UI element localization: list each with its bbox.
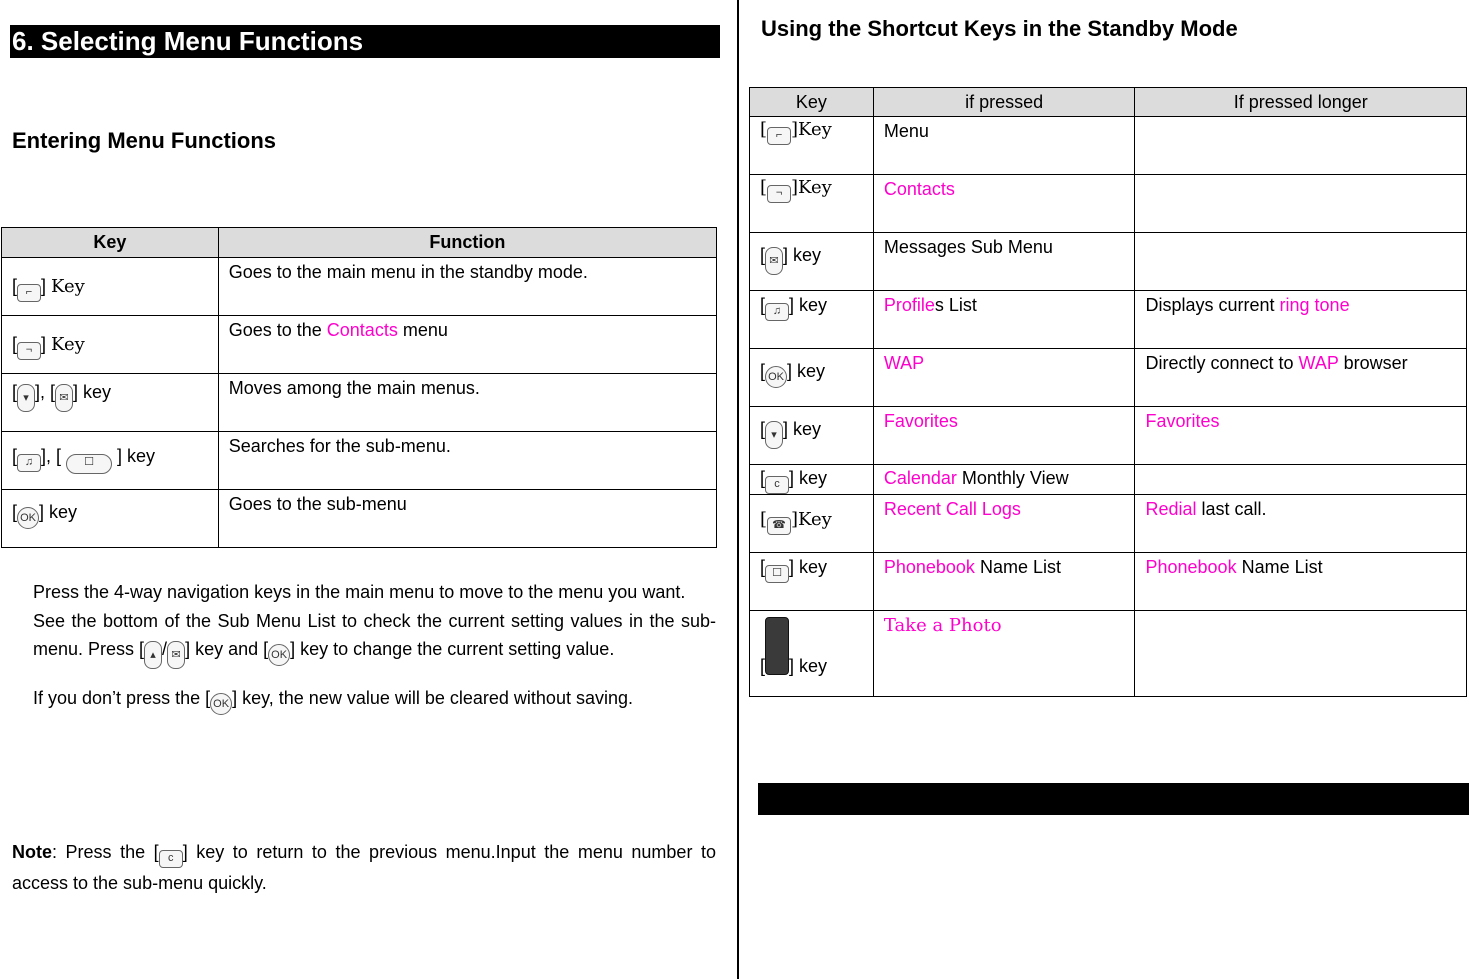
table-row <box>2 316 717 374</box>
instructions-paragraph: Press the 4-way navigation keys in the main menu to move to the menu you want. See the bottom of the Sub Menu List to check the current setting values in the sub-menu. Press [ ▴ / ✉ ] key and [ OK ] key to change the current setting value. If you don’t press the [ OK ] key, the new value will be cleared without saving. <box>33 577 716 715</box>
key-cell: [ ♫ ] key <box>750 291 874 349</box>
key-cell: [ ♫ ], [ ☐ ] key <box>2 432 219 490</box>
key-cell: [ OK ] key <box>750 349 874 407</box>
key-cell: [ ☎ ]Key <box>750 495 874 553</box>
function-cell: Goes to the sub-menu <box>218 490 716 548</box>
pressed-cell: Messages Sub Menu <box>873 233 1135 291</box>
header-if-pressed: if pressed <box>873 88 1135 117</box>
left-soft-key-icon: ⌐ <box>767 127 791 145</box>
key-cell: [ ✉ ] key <box>750 233 874 291</box>
pressed-cell: WAP <box>873 349 1135 407</box>
key-cell: [ ⌐ ]Key <box>750 117 874 175</box>
longer-cell <box>1135 233 1467 291</box>
table-header-row <box>2 228 717 258</box>
camera-key-icon <box>765 617 789 675</box>
table-row <box>2 258 717 316</box>
nav-left-icon: ♫ <box>17 454 41 472</box>
longer-cell <box>1135 465 1467 495</box>
header-key: Key <box>2 228 219 258</box>
pressed-cell: Calendar Monthly View <box>873 465 1135 495</box>
table-row <box>750 407 1467 465</box>
table-row <box>750 233 1467 291</box>
shortcut-title: Using the Shortcut Keys in the Standby Mode <box>761 16 1238 41</box>
table-row <box>750 553 1467 611</box>
ok-key-icon: OK <box>765 366 787 388</box>
pressed-cell: Contacts <box>873 175 1135 233</box>
left-soft-key-icon: ⌐ <box>17 284 41 302</box>
nav-message-icon: ✉ <box>765 247 783 275</box>
table-header-row <box>750 88 1467 117</box>
table-row <box>2 374 717 432</box>
ok-key-icon: OK <box>210 693 232 715</box>
key-cell: [ ⌐ ] Key <box>2 258 219 316</box>
ok-key-icon: OK <box>17 507 39 529</box>
function-cell: Goes to the Contacts menu <box>218 316 716 374</box>
longer-cell <box>1135 175 1467 233</box>
longer-cell: Displays current ring tone <box>1135 291 1467 349</box>
nav-right-icon: ☐ <box>66 454 112 474</box>
table-row <box>750 175 1467 233</box>
function-cell: Goes to the main menu in the standby mode. <box>218 258 716 316</box>
header-key: Key <box>750 88 874 117</box>
pressed-cell: Phonebook Name List <box>873 553 1135 611</box>
clear-key-icon: c <box>159 850 183 868</box>
pressed-cell: Take a Photo <box>873 611 1135 697</box>
header-function: Function <box>218 228 716 258</box>
nav-message-icon: ✉ <box>55 384 73 412</box>
longer-cell <box>1135 611 1467 697</box>
longer-cell <box>1135 117 1467 175</box>
table-row <box>750 495 1467 553</box>
pressed-cell: Profiles List <box>873 291 1135 349</box>
note-paragraph: Note: Press the [ c ] key to return to the previous menu.Input the menu number to access to the sub-menu quickly. <box>12 842 716 893</box>
nav-left-icon: ♫ <box>765 303 789 321</box>
column-divider <box>737 0 739 979</box>
table-row <box>750 611 1467 697</box>
footer-black-bar <box>758 783 1469 815</box>
nav-message-icon: ✉ <box>167 641 185 669</box>
right-soft-key-icon: ¬ <box>767 185 791 203</box>
pressed-cell: Recent Call Logs <box>873 495 1135 553</box>
table-row <box>750 349 1467 407</box>
key-cell: [ ▾ ], [ ✉ ] key <box>2 374 219 432</box>
pressed-cell: Favorites <box>873 407 1135 465</box>
phonebook-key-icon: ☐ <box>765 565 789 583</box>
key-cell: [ c ] key <box>750 465 874 495</box>
table-row <box>750 465 1467 495</box>
function-cell: Searches for the sub-menu. <box>218 432 716 490</box>
nav-up-down-icon: ▾ <box>17 384 35 412</box>
table-row <box>750 291 1467 349</box>
key-cell: [ ] key <box>750 611 874 697</box>
table-row <box>2 490 717 548</box>
key-cell: [ ☐ ] key <box>750 553 874 611</box>
key-cell: [ ¬ ]Key <box>750 175 874 233</box>
section-header: 6. Selecting Menu Functions <box>10 25 720 58</box>
key-cell: [ OK ] key <box>2 490 219 548</box>
ok-key-icon: OK <box>268 644 290 666</box>
header-pressed-longer: If pressed longer <box>1135 88 1467 117</box>
pressed-cell: Menu <box>873 117 1135 175</box>
nav-down-icon: ▾ <box>765 421 783 449</box>
table-row <box>2 432 717 490</box>
nav-up-down-icon: ▴ <box>144 641 162 669</box>
right-soft-key-icon: ¬ <box>17 342 41 360</box>
key-cell: [ ▾ ] key <box>750 407 874 465</box>
longer-cell: Directly connect to WAP browser <box>1135 349 1467 407</box>
longer-cell: Favorites <box>1135 407 1467 465</box>
send-key-icon: ☎ <box>767 517 791 535</box>
longer-cell: Redial last call. <box>1135 495 1467 553</box>
key-cell: [ ¬ ] Key <box>2 316 219 374</box>
subtitle-entering-menu: Entering Menu Functions <box>12 128 276 153</box>
menu-functions-table <box>1 227 717 548</box>
table-row <box>750 117 1467 175</box>
shortcut-keys-table <box>749 87 1467 697</box>
longer-cell: Phonebook Name List <box>1135 553 1467 611</box>
function-cell: Moves among the main menus. <box>218 374 716 432</box>
clear-key-icon: c <box>765 476 789 494</box>
